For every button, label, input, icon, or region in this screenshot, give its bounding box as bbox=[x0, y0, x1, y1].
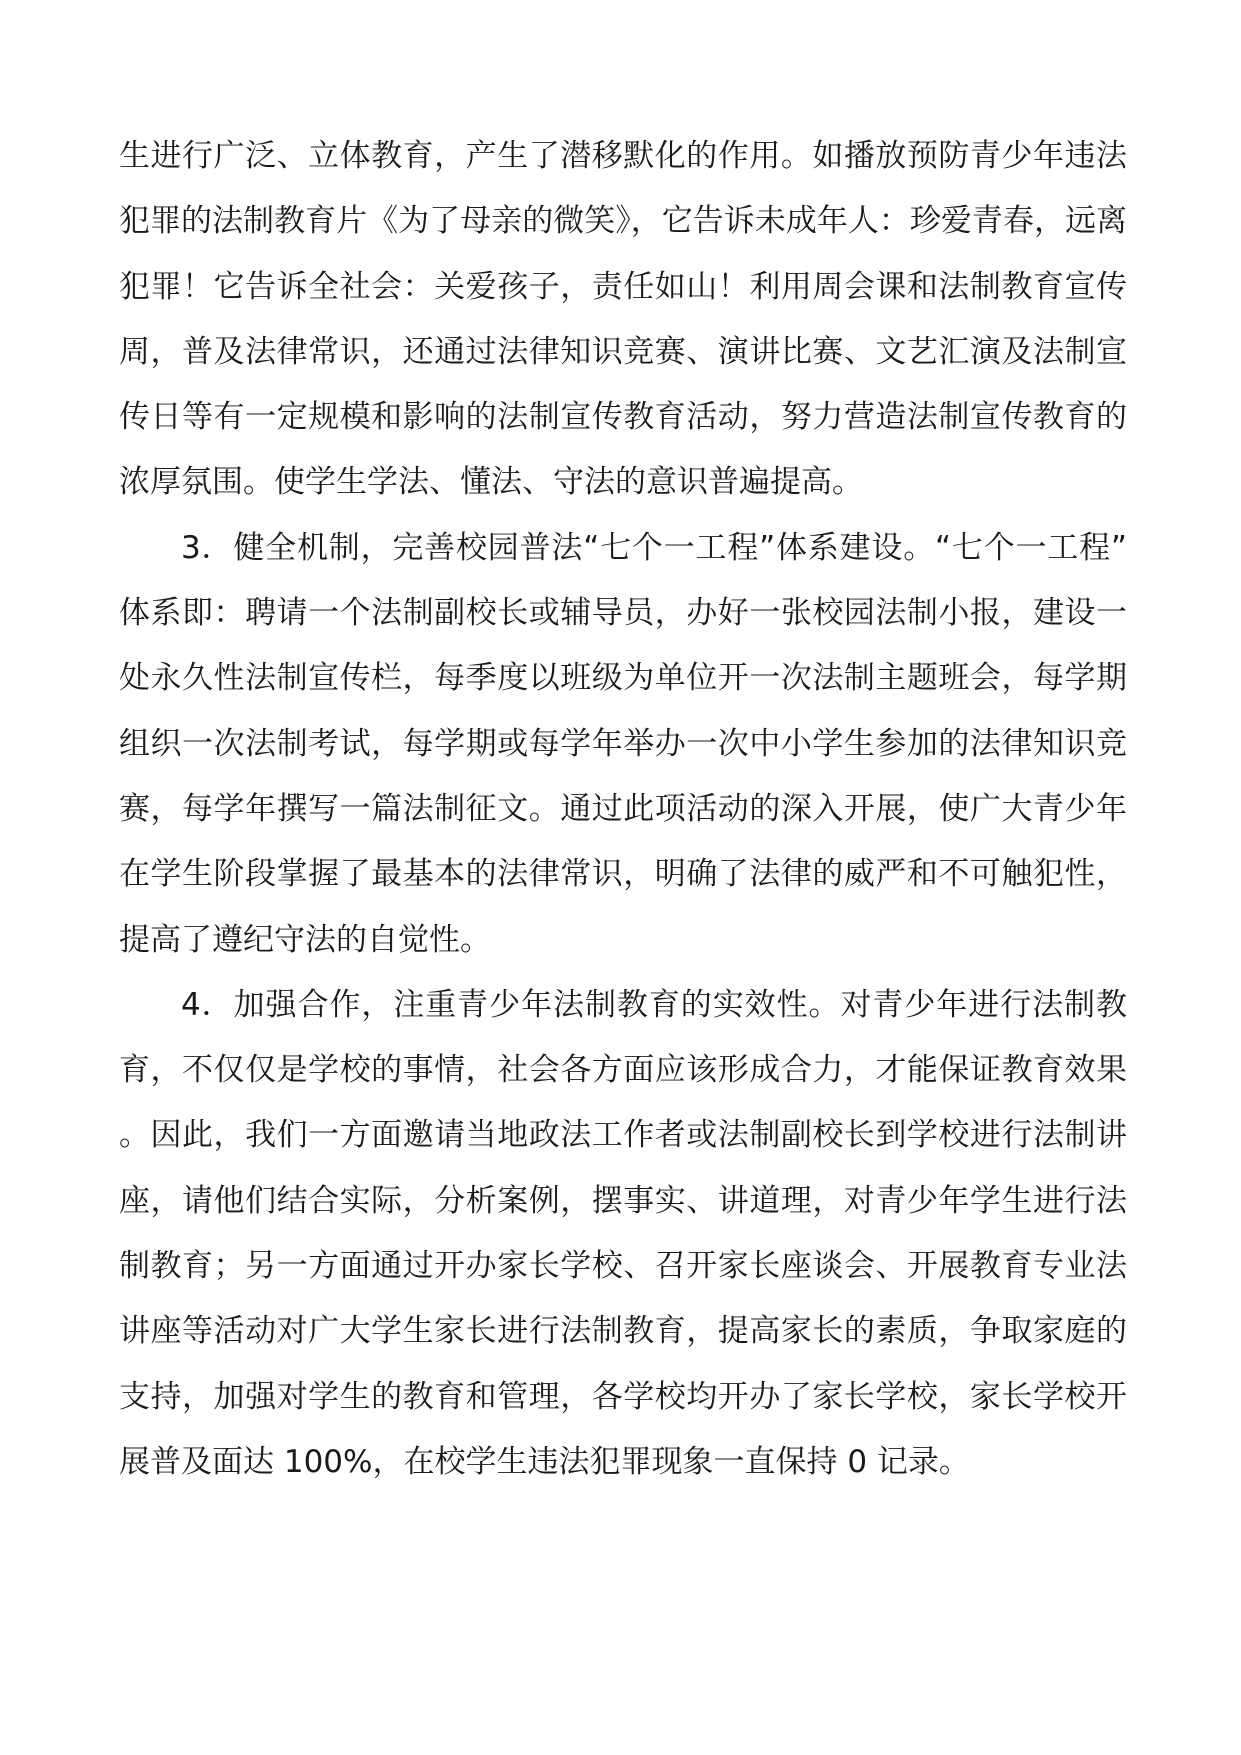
paragraph-item-4: 4．加强合作，注重青少年法制教育的实效性。对青少年进行法制教育，不仅仅是学校的事情，社会各方面应该形成合力，才能保证教育效果。因此，我们一方面邀请当地政法工作者或法制副校长到学校进行法制讲座，请他们结合实际，分析案例，摆事实、讲道理，对青少年学生进行法制教育；另一方面通过开办家长学校、召开家长座谈会、开展教育专业法讲座等活动对广大学生家长进行法制教育，提高家长的素质，争取家庭的支持，加强对学生的教育和管理，各学校均开办了家长学校，家长学校开展普及面达 100%，在校学生违法犯罪现象一直保持 0 记录。 bbox=[119, 986, 1127, 1480]
paragraph-continued: 生进行广泛、立体教育，产生了潜移默化的作用。如播放预防青少年违法犯罪的法制教育片《为了母亲的微笑》，它告诉未成年人：珍爱青春，远离犯罪！它告诉全社会：关爱孩子，责任如山！利用周会课和法制教育宣传周，普及法律常识，还通过法律知识竞赛、演讲比赛、文艺汇演及法制宣传日等有一定规模和影响的法制宣传教育活动，努力营造法制宣传教育的浓厚氛围。使学生学法、懂法、守法的意识普遍提高。 bbox=[119, 138, 1127, 501]
body-text bbox=[119, 124, 1127, 1495]
paragraph-item-3: 3．健全机制，完善校园普法“七个一工程”体系建设。“七个一工程”体系即：聘请一个法制副校长或辅导员，办好一张校园法制小报，建设一处永久性法制宣传栏，每季度以班级为单位开一次法制主题班会，每学期组织一次法制考试，每学期或每学年举办一次中小学生参加的法律知识竞赛，每学年撰写一篇法制征文。通过此项活动的深入开展，使广大青少年在学生阶段掌握了最基本的法律常识，明确了法律的威严和不可触犯性，提高了遵纪守法的自觉性。 bbox=[119, 529, 1127, 958]
